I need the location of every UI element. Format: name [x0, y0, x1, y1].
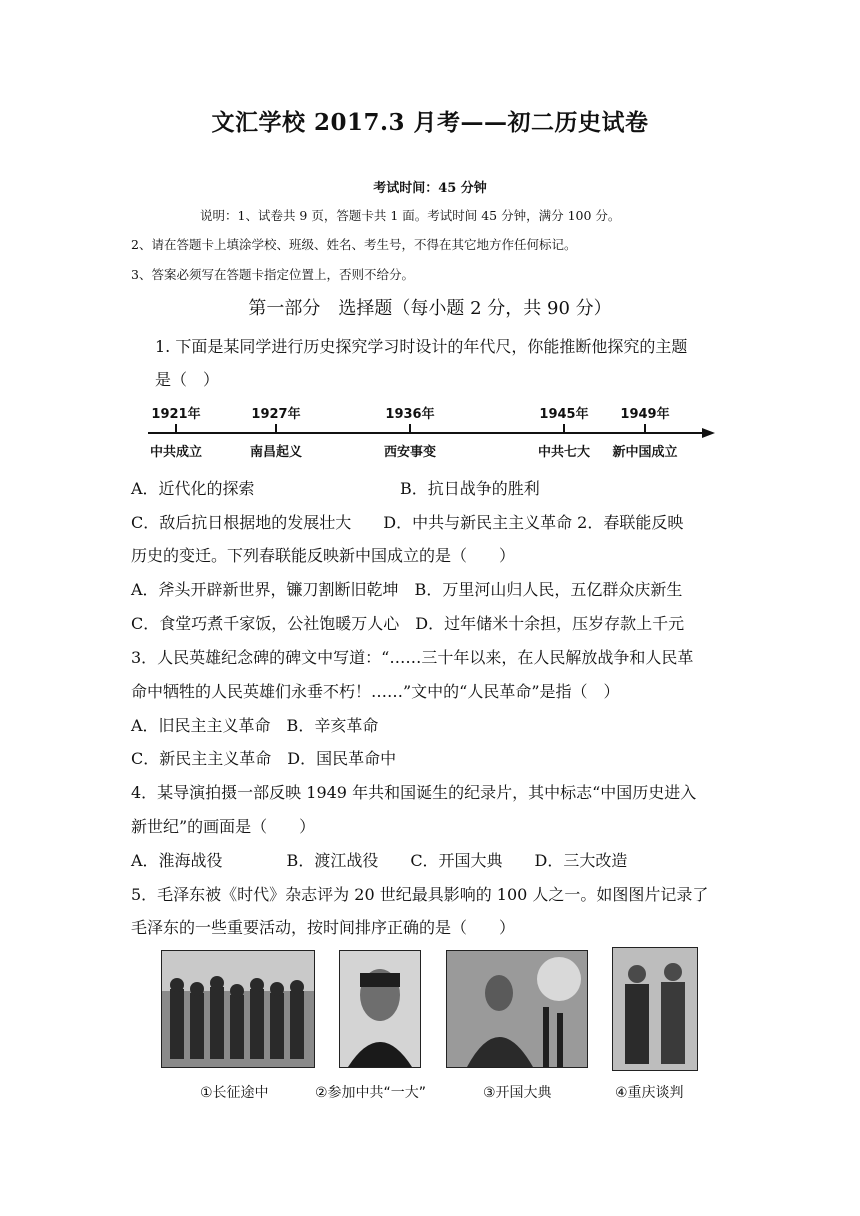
- q1-option-a: A．近代化的探索: [131, 479, 255, 498]
- event-1949: 新中国成立: [612, 445, 678, 460]
- exam-time: 考试时间：45 分钟: [373, 181, 487, 196]
- q4-stem-line1: 4．某导演拍摄一部反映 1949 年共和国诞生的纪录片，其中标志“中国历史进入: [131, 783, 697, 802]
- photo-founding-ceremony: [446, 950, 588, 1068]
- event-1927: 南昌起义: [249, 445, 303, 460]
- year-1936: 1936年: [385, 407, 435, 422]
- event-1936: 西安事变: [383, 445, 437, 460]
- event-1945: 中共七大: [537, 445, 591, 460]
- q2-options-ab: A．斧头开辟新世界，镰刀割断旧乾坤 B．万里河山归人民，五亿群众庆新生: [131, 580, 683, 599]
- q2-stem: 历史的变迁。下列春联能反映新中国成立的是（ ）: [131, 546, 516, 565]
- q4-stem-line2: 新世纪”的画面是（ ）: [131, 817, 316, 836]
- q5-stem-line2: 毛泽东的一些重要活动，按时间排序正确的是（ ）: [131, 918, 516, 937]
- event-1921: 中共成立: [149, 445, 203, 460]
- q2-options-cd: C．食堂巧煮千家饭，公社饱暖万人心 D．过年储米十余担，压岁存款上千元: [131, 614, 685, 633]
- timeline-ruler: [140, 400, 720, 470]
- q3-stem-line2: 命中牺牲的人民英雄们永垂不朽！……”文中的“人民革命”是指（ ）: [131, 682, 620, 701]
- photo-long-march: [161, 950, 315, 1068]
- caption-3: ③开国大典: [483, 1085, 552, 1101]
- photo-chongqing-talks: [612, 947, 698, 1071]
- q1-option-cd-q2-start: C．敌后抗日根据地的发展壮大 D．中共与新民主主义革命 2．春联能反映: [131, 513, 684, 532]
- q4-options: A．淮海战役 B．渡江战役 C．开国大典 D．三大改造: [131, 851, 628, 870]
- q1-stem-line1: 1. 下面是某同学进行历史探究学习时设计的年代尺，你能推断他探究的主题: [155, 337, 688, 356]
- note-1: 说明：1、试卷共 9 页，答题卡共 1 面。考试时间 45 分钟，满分 100 分。: [200, 208, 621, 223]
- q1-stem-line2: 是（ ）: [155, 370, 220, 389]
- year-1945: 1945年: [539, 407, 589, 422]
- q3-options-ab: A．旧民主主义革命 B．辛亥革命: [131, 716, 379, 735]
- caption-4: ④重庆谈判: [615, 1085, 684, 1101]
- q1-option-b: B．抗日战争的胜利: [400, 479, 540, 498]
- q3-options-cd: C．新民主主义革命 D．国民革命中: [131, 749, 397, 768]
- page-title: 文汇学校 2017.3 月考——初二历史试卷: [211, 109, 649, 136]
- caption-2: ②参加中共“一大”: [315, 1085, 427, 1101]
- photo-first-congress: [339, 950, 421, 1068]
- q3-stem-line1: 3．人民英雄纪念碑的碑文中写道：“……三十年以来，在人民解放战争和人民革: [131, 648, 694, 667]
- section-title: 第一部分 选择题（每小题 2 分，共 90 分）: [248, 298, 612, 319]
- note-3: 3、答案必须写在答题卡指定位置上，否则不给分。: [131, 267, 414, 282]
- caption-1: ①长征途中: [200, 1085, 269, 1101]
- timeline-arrow: [702, 428, 715, 438]
- note-2: 2、请在答题卡上填涂学校、班级、姓名、考生号，不得在其它地方作任何标记。: [131, 237, 577, 252]
- year-1921: 1921年: [151, 407, 201, 422]
- year-1949: 1949年: [620, 407, 670, 422]
- q5-stem-line1: 5．毛泽东被《时代》杂志评为 20 世纪最具影响的 100 人之一。如图图片记录了: [131, 885, 709, 904]
- year-1927: 1927年: [251, 407, 301, 422]
